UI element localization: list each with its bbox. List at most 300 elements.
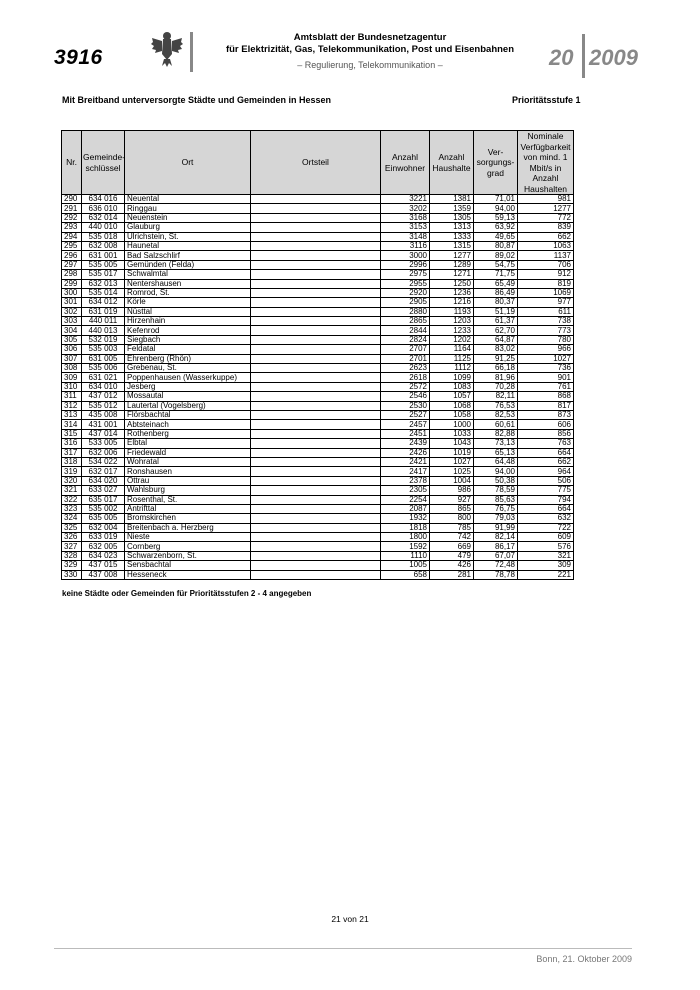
cell-ortsteil	[251, 429, 381, 438]
cell-grad: 71,01	[474, 195, 518, 204]
cell-haushalte: 1068	[430, 401, 474, 410]
cell-key: 635 017	[82, 495, 125, 504]
cell-nominal: 1069	[518, 288, 574, 297]
cell-einwohner: 1592	[381, 542, 430, 551]
cell-ortsteil	[251, 364, 381, 373]
cell-nr: 294	[62, 232, 82, 241]
table-row	[62, 476, 574, 485]
cell-nr: 304	[62, 326, 82, 335]
cell-einwohner: 2378	[381, 476, 430, 485]
cell-key: 437 014	[82, 429, 125, 438]
cell-ortsteil	[251, 373, 381, 382]
cell-ort: Ehrenberg (Rhön)	[125, 354, 251, 363]
cell-einwohner: 2701	[381, 354, 430, 363]
cell-nr: 295	[62, 241, 82, 250]
cell-ortsteil	[251, 542, 381, 551]
cell-ortsteil	[251, 467, 381, 476]
cell-ort: Jesberg	[125, 382, 251, 391]
cell-einwohner: 2623	[381, 364, 430, 373]
cell-key: 534 022	[82, 457, 125, 466]
cell-ort: Feldatal	[125, 345, 251, 354]
cell-ort: Mossautal	[125, 392, 251, 401]
cell-nominal: 736	[518, 364, 574, 373]
cell-ortsteil	[251, 514, 381, 523]
cell-ortsteil	[251, 354, 381, 363]
cell-nominal: 662	[518, 457, 574, 466]
cell-key: 631 021	[82, 373, 125, 382]
cell-nominal: 912	[518, 270, 574, 279]
cell-ortsteil	[251, 561, 381, 570]
cell-key: 440 011	[82, 317, 125, 326]
cell-ort: Schwalmtal	[125, 270, 251, 279]
page-number: 3916	[54, 46, 103, 69]
cell-einwohner: 2426	[381, 448, 430, 457]
cell-haushalte: 1025	[430, 467, 474, 476]
cell-haushalte: 1164	[430, 345, 474, 354]
table-row	[62, 439, 574, 448]
cell-einwohner: 2707	[381, 345, 430, 354]
col-header-grad: Ver-sorgungs-grad	[474, 131, 518, 195]
cell-haushalte: 1381	[430, 195, 474, 204]
cell-ort: Schwarzenborn, St.	[125, 551, 251, 560]
cell-ort: Abtsteinach	[125, 420, 251, 429]
cell-nr: 320	[62, 476, 82, 485]
cell-nr: 321	[62, 486, 82, 495]
cell-nominal: 839	[518, 223, 574, 232]
cell-einwohner: 2880	[381, 307, 430, 316]
cell-nr: 302	[62, 307, 82, 316]
table-row	[62, 523, 574, 532]
cell-grad: 63,92	[474, 223, 518, 232]
cell-grad: 67,07	[474, 551, 518, 560]
cell-nr: 312	[62, 401, 82, 410]
cell-key: 636 010	[82, 204, 125, 213]
col-header-haushalte: Anzahl Haushalte	[430, 131, 474, 195]
cell-ort: Elbtal	[125, 439, 251, 448]
cell-ort: Körle	[125, 298, 251, 307]
cell-grad: 76,53	[474, 401, 518, 410]
cell-nr: 315	[62, 429, 82, 438]
cell-key: 631 005	[82, 354, 125, 363]
cell-nr: 311	[62, 392, 82, 401]
cell-einwohner: 2527	[381, 410, 430, 419]
table-row	[62, 533, 574, 542]
cell-nominal: 981	[518, 195, 574, 204]
cell-haushalte: 986	[430, 486, 474, 495]
cell-nominal: 722	[518, 523, 574, 532]
cell-grad: 59,13	[474, 213, 518, 222]
cell-nr: 309	[62, 373, 82, 382]
col-header-einwohner: Anzahl Einwohner	[381, 131, 430, 195]
cell-ort: Rosenthal, St.	[125, 495, 251, 504]
cell-einwohner: 2417	[381, 467, 430, 476]
cell-nominal: 772	[518, 213, 574, 222]
cell-haushalte: 1058	[430, 410, 474, 419]
table-row	[62, 307, 574, 316]
cell-nominal: 856	[518, 429, 574, 438]
cell-key: 634 016	[82, 195, 125, 204]
cell-ortsteil	[251, 204, 381, 213]
cell-key: 440 013	[82, 326, 125, 335]
cell-key: 437 008	[82, 570, 125, 579]
cell-grad: 82,88	[474, 429, 518, 438]
cell-ortsteil	[251, 476, 381, 485]
cell-haushalte: 426	[430, 561, 474, 570]
table-row	[62, 279, 574, 288]
cell-key: 533 005	[82, 439, 125, 448]
cell-grad: 51,19	[474, 307, 518, 316]
cell-nominal: 664	[518, 504, 574, 513]
cell-key: 632 017	[82, 467, 125, 476]
cell-ort: Lautertal (Vogelsberg)	[125, 401, 251, 410]
cell-haushalte: 1313	[430, 223, 474, 232]
cell-ortsteil	[251, 457, 381, 466]
cell-grad: 80,37	[474, 298, 518, 307]
cell-nr: 306	[62, 345, 82, 354]
cell-ort: Cornberg	[125, 542, 251, 551]
cell-ortsteil	[251, 504, 381, 513]
table-row	[62, 551, 574, 560]
cell-key: 437 015	[82, 561, 125, 570]
col-header-ortsteil: Ortsteil	[251, 131, 381, 195]
cell-key: 431 001	[82, 420, 125, 429]
cell-grad: 54,75	[474, 260, 518, 269]
cell-grad: 49,65	[474, 232, 518, 241]
cell-grad: 61,37	[474, 317, 518, 326]
cell-einwohner: 1005	[381, 561, 430, 570]
cell-ort: Friedewald	[125, 448, 251, 457]
cell-einwohner: 658	[381, 570, 430, 579]
cell-einwohner: 2824	[381, 335, 430, 344]
cell-nominal: 773	[518, 326, 574, 335]
cell-grad: 65,49	[474, 279, 518, 288]
table-row	[62, 317, 574, 326]
cell-haushalte: 1112	[430, 364, 474, 373]
cell-einwohner: 3148	[381, 232, 430, 241]
header-divider	[190, 32, 193, 72]
cell-ortsteil	[251, 439, 381, 448]
cell-nr: 319	[62, 467, 82, 476]
table-row	[62, 241, 574, 250]
cell-einwohner: 3202	[381, 204, 430, 213]
cell-ort: Wahlsburg	[125, 486, 251, 495]
cell-einwohner: 2905	[381, 298, 430, 307]
priority-label: Prioritätsstufe 1	[512, 95, 581, 105]
cell-ort: Hirzenhain	[125, 317, 251, 326]
cell-key: 535 003	[82, 345, 125, 354]
cell-ortsteil	[251, 298, 381, 307]
cell-grad: 81,96	[474, 373, 518, 382]
cell-grad: 71,75	[474, 270, 518, 279]
cell-grad: 64,48	[474, 457, 518, 466]
cell-grad: 72,48	[474, 561, 518, 570]
cell-ort: Haunetal	[125, 241, 251, 250]
table-row	[62, 354, 574, 363]
cell-nominal: 977	[518, 298, 574, 307]
cell-ort: Siegbach	[125, 335, 251, 344]
cell-nominal: 609	[518, 533, 574, 542]
cell-nr: 298	[62, 270, 82, 279]
cell-nominal: 819	[518, 279, 574, 288]
cell-haushalte: 865	[430, 504, 474, 513]
cell-einwohner: 2530	[381, 401, 430, 410]
cell-nominal: 662	[518, 232, 574, 241]
table-row	[62, 382, 574, 391]
cell-ort: Wohratal	[125, 457, 251, 466]
cell-nr: 317	[62, 448, 82, 457]
cell-ort: Ottrau	[125, 476, 251, 485]
cell-haushalte: 1202	[430, 335, 474, 344]
cell-haushalte: 1271	[430, 270, 474, 279]
cell-ortsteil	[251, 195, 381, 204]
table-row	[62, 326, 574, 335]
cell-ort: Glauburg	[125, 223, 251, 232]
cell-haushalte: 479	[430, 551, 474, 560]
cell-grad: 89,02	[474, 251, 518, 260]
cell-ort: Nieste	[125, 533, 251, 542]
cell-haushalte: 669	[430, 542, 474, 551]
cell-haushalte: 1333	[430, 232, 474, 241]
col-header-key: Gemeinde-schlüssel	[82, 131, 125, 195]
cell-key: 535 002	[82, 504, 125, 513]
cell-grad: 60,61	[474, 420, 518, 429]
table-row	[62, 457, 574, 466]
page-of-label: 21 von 21	[331, 914, 369, 924]
cell-grad: 94,00	[474, 204, 518, 213]
cell-einwohner: 3168	[381, 213, 430, 222]
cell-nominal: 817	[518, 401, 574, 410]
cell-ortsteil	[251, 307, 381, 316]
cell-grad: 78,59	[474, 486, 518, 495]
table-body	[62, 195, 574, 580]
cell-einwohner: 2439	[381, 439, 430, 448]
cell-nominal: 761	[518, 382, 574, 391]
cell-nr: 300	[62, 288, 82, 297]
table-row	[62, 251, 574, 260]
table-row	[62, 467, 574, 476]
cell-grad: 76,75	[474, 504, 518, 513]
cell-ortsteil	[251, 392, 381, 401]
cell-nr: 305	[62, 335, 82, 344]
cell-ortsteil	[251, 241, 381, 250]
cell-key: 440 010	[82, 223, 125, 232]
cell-haushalte: 785	[430, 523, 474, 532]
cell-haushalte: 742	[430, 533, 474, 542]
cell-key: 632 005	[82, 542, 125, 551]
cell-grad: 65,13	[474, 448, 518, 457]
cell-haushalte: 1193	[430, 307, 474, 316]
cell-einwohner: 1800	[381, 533, 430, 542]
publication-title: Amtsblatt der Bundesnetzagentur	[293, 32, 447, 43]
cell-nr: 322	[62, 495, 82, 504]
cell-ortsteil	[251, 410, 381, 419]
cell-nominal: 763	[518, 439, 574, 448]
cell-key: 631 019	[82, 307, 125, 316]
table-row	[62, 401, 574, 410]
cell-nominal: 706	[518, 260, 574, 269]
cell-nr: 328	[62, 551, 82, 560]
cell-ort: Nüsttal	[125, 307, 251, 316]
cell-nominal: 901	[518, 373, 574, 382]
cell-grad: 78,78	[474, 570, 518, 579]
table-row	[62, 223, 574, 232]
cell-nr: 323	[62, 504, 82, 513]
table-row	[62, 364, 574, 373]
table-row	[62, 298, 574, 307]
cell-haushalte: 1125	[430, 354, 474, 363]
table-row	[62, 429, 574, 438]
cell-grad: 64,87	[474, 335, 518, 344]
cell-nominal: 868	[518, 392, 574, 401]
cell-ortsteil	[251, 345, 381, 354]
cell-grad: 86,17	[474, 542, 518, 551]
cell-nominal: 966	[518, 345, 574, 354]
cell-nominal: 964	[518, 467, 574, 476]
cell-ort: Flörsbachtal	[125, 410, 251, 419]
cell-key: 535 017	[82, 270, 125, 279]
cell-nr: 314	[62, 420, 82, 429]
cell-grad: 66,18	[474, 364, 518, 373]
cell-haushalte: 1305	[430, 213, 474, 222]
cell-ort: Poppenhausen (Wasserkuppe)	[125, 373, 251, 382]
cell-ort: Nentershausen	[125, 279, 251, 288]
cell-key: 532 019	[82, 335, 125, 344]
table-row	[62, 345, 574, 354]
cell-haushalte: 1277	[430, 251, 474, 260]
cell-ort: Bad Salzschlirf	[125, 251, 251, 260]
municipality-table	[61, 130, 574, 580]
cell-haushalte: 1019	[430, 448, 474, 457]
cell-nominal: 309	[518, 561, 574, 570]
cell-key: 634 020	[82, 476, 125, 485]
cell-ort: Breitenbach a. Herzberg	[125, 523, 251, 532]
table-header-row	[62, 131, 574, 195]
cell-grad: 73,13	[474, 439, 518, 448]
table-row	[62, 373, 574, 382]
cell-key: 435 008	[82, 410, 125, 419]
cell-ortsteil	[251, 279, 381, 288]
cell-key: 634 012	[82, 298, 125, 307]
cell-ortsteil	[251, 382, 381, 391]
cell-nr: 326	[62, 533, 82, 542]
cell-nr: 296	[62, 251, 82, 260]
cell-grad: 50,38	[474, 476, 518, 485]
footnote: keine Städte oder Gemeinden für Prioritätsstufen 2 - 4 angegeben	[62, 589, 312, 598]
cell-nr: 290	[62, 195, 82, 204]
cell-nominal: 780	[518, 335, 574, 344]
cell-nominal: 321	[518, 551, 574, 560]
cell-nr: 329	[62, 561, 82, 570]
cell-grad: 86,49	[474, 288, 518, 297]
cell-nominal: 738	[518, 317, 574, 326]
table-row	[62, 420, 574, 429]
table-row	[62, 570, 574, 579]
issue-number: 20	[549, 45, 574, 70]
cell-ortsteil	[251, 448, 381, 457]
cell-haushalte: 1236	[430, 288, 474, 297]
cell-nr: 330	[62, 570, 82, 579]
cell-ortsteil	[251, 420, 381, 429]
cell-nr: 308	[62, 364, 82, 373]
cell-nr: 303	[62, 317, 82, 326]
publication-subtitle: für Elektrizität, Gas, Telekommunikation, Post und Eisenbahnen	[225, 44, 515, 55]
cell-haushalte: 927	[430, 495, 474, 504]
publication-header	[200, 32, 540, 70]
cell-einwohner: 1818	[381, 523, 430, 532]
cell-nr: 310	[62, 382, 82, 391]
cell-ortsteil	[251, 486, 381, 495]
cell-ort: Neuenstein	[125, 213, 251, 222]
cell-nr: 297	[62, 260, 82, 269]
cell-grad: 82,14	[474, 533, 518, 542]
cell-nr: 324	[62, 514, 82, 523]
cell-key: 632 006	[82, 448, 125, 457]
cell-ortsteil	[251, 232, 381, 241]
cell-haushalte: 1027	[430, 457, 474, 466]
cell-ortsteil	[251, 213, 381, 222]
col-header-ort: Ort	[125, 131, 251, 195]
cell-key: 634 023	[82, 551, 125, 560]
cell-nominal: 775	[518, 486, 574, 495]
cell-nr: 293	[62, 223, 82, 232]
cell-einwohner: 1110	[381, 551, 430, 560]
cell-ort: Grebenau, St.	[125, 364, 251, 373]
table-row	[62, 204, 574, 213]
table-row	[62, 504, 574, 513]
cell-ort: Romrod, St.	[125, 288, 251, 297]
issue-divider	[582, 34, 585, 78]
cell-nominal: 606	[518, 420, 574, 429]
cell-key: 632 008	[82, 241, 125, 250]
cell-ort: Ronshausen	[125, 467, 251, 476]
cell-ortsteil	[251, 251, 381, 260]
cell-key: 632 004	[82, 523, 125, 532]
cell-nominal: 664	[518, 448, 574, 457]
cell-nominal: 611	[518, 307, 574, 316]
cell-einwohner: 2457	[381, 420, 430, 429]
cell-ortsteil	[251, 335, 381, 344]
cell-ort: Sensbachtal	[125, 561, 251, 570]
cell-haushalte: 1004	[430, 476, 474, 485]
cell-nominal: 1027	[518, 354, 574, 363]
cell-grad: 79,03	[474, 514, 518, 523]
cell-haushalte: 1216	[430, 298, 474, 307]
cell-ortsteil	[251, 326, 381, 335]
cell-key: 631 001	[82, 251, 125, 260]
issue-year: 2009	[589, 45, 638, 70]
cell-nominal: 632	[518, 514, 574, 523]
table-row	[62, 232, 574, 241]
cell-ortsteil	[251, 551, 381, 560]
cell-einwohner: 2546	[381, 392, 430, 401]
cell-einwohner: 3221	[381, 195, 430, 204]
cell-einwohner: 2975	[381, 270, 430, 279]
cell-ortsteil	[251, 401, 381, 410]
footer-divider	[54, 948, 632, 949]
cell-nr: 292	[62, 213, 82, 222]
cell-einwohner: 1932	[381, 514, 430, 523]
col-header-nominal: Nominale Verfügbarkeit von mind. 1 Mbit/s in Anzahl Haushalten	[518, 131, 574, 195]
cell-haushalte: 1233	[430, 326, 474, 335]
cell-ort: Ringgau	[125, 204, 251, 213]
cell-nominal: 1137	[518, 251, 574, 260]
cell-einwohner: 3153	[381, 223, 430, 232]
cell-key: 632 014	[82, 213, 125, 222]
cell-ort: Gemünden (Felda)	[125, 260, 251, 269]
cell-ort: Antrifttal	[125, 504, 251, 513]
table-row	[62, 270, 574, 279]
cell-key: 633 027	[82, 486, 125, 495]
